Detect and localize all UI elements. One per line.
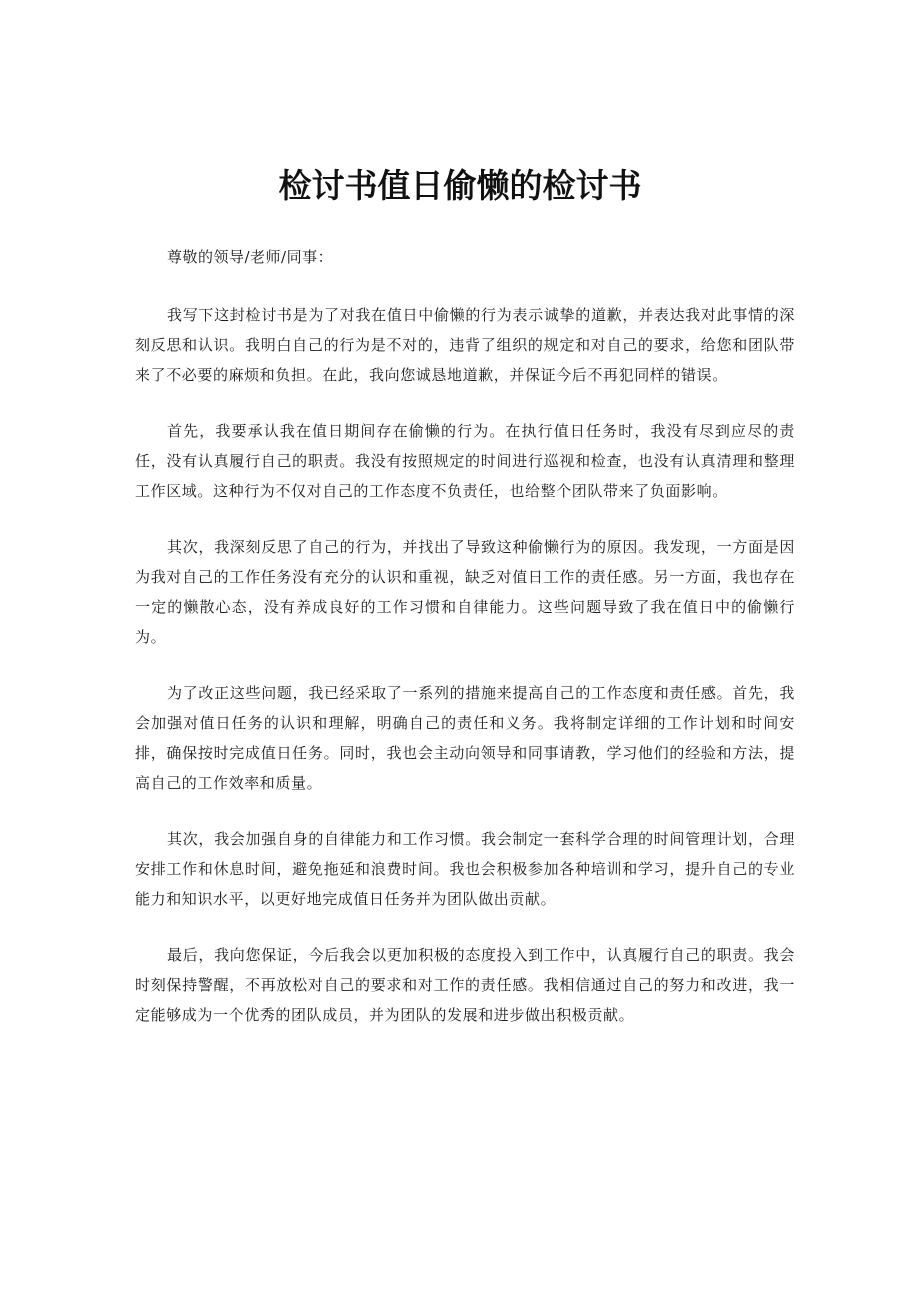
paragraph-apology: 我写下这封检讨书是为了对我在值日中偷懒的行为表示诚挚的道歉，并表达我对此事情的深刻反思和认识。我明白自己的行为是不对的，违背了组织的规定和对自己的要求，给您和团队带来了不必要的麻烦和负担。在此，我向您诚恳地道歉，并保证今后不再犯同样的错误。 [135, 306, 795, 384]
salutation: 尊敬的领导/老师/同事： [167, 248, 334, 266]
paragraph-reflection: 其次，我深刻反思了自己的行为，并找出了导致这种偷懒行为的原因。我发现，一方面是因为我对自己的工作任务没有充分的认识和重视，缺乏对值日工作的责任感。另一方面，我也存在一定的懒散心态，没有养成良好的工作习惯和自律能力。这些问题导致了我在值日中的偷懒行为。 [135, 538, 795, 646]
document-body [135, 242, 795, 1056]
paragraph-commitment: 最后，我向您保证，今后我会以更加积极的态度投入到工作中，认真履行自己的职责。我会时刻保持警醒，不再放松对自己的要求和对工作的责任感。我相信通过自己的努力和改进，我一定能够成为一个优秀的团队成员，并为团队的发展和进步做出积极贡献。 [135, 946, 795, 1024]
document-title: 检讨书值日偷懒的检讨书 [278, 166, 642, 205]
paragraph-self-discipline: 其次，我会加强自身的自律能力和工作习惯。我会制定一套科学合理的时间管理计划，合理安排工作和休息时间，避免拖延和浪费时间。我也会积极参加各种培训和学习，提升自己的专业能力和知识水平，以更好地完成值日任务并为团队做出贡献。 [135, 830, 795, 908]
paragraph-admission: 首先，我要承认我在值日期间存在偷懒的行为。在执行值日任务时，我没有尽到应尽的责任，没有认真履行自己的职责。我没有按照规定的时间进行巡视和检查，也没有认真清理和整理工作区域。这种行为不仅对自己的工作态度不负责任，也给整个团队带来了负面影响。 [135, 422, 795, 500]
paragraph-measures: 为了改正这些问题，我已经采取了一系列的措施来提高自己的工作态度和责任感。首先，我会加强对值日任务的认识和理解，明确自己的责任和义务。我将制定详细的工作计划和时间安排，确保按时完成值日任务。同时，我也会主动向领导和同事请教，学习他们的经验和方法，提高自己的工作效率和质量。 [135, 684, 795, 792]
